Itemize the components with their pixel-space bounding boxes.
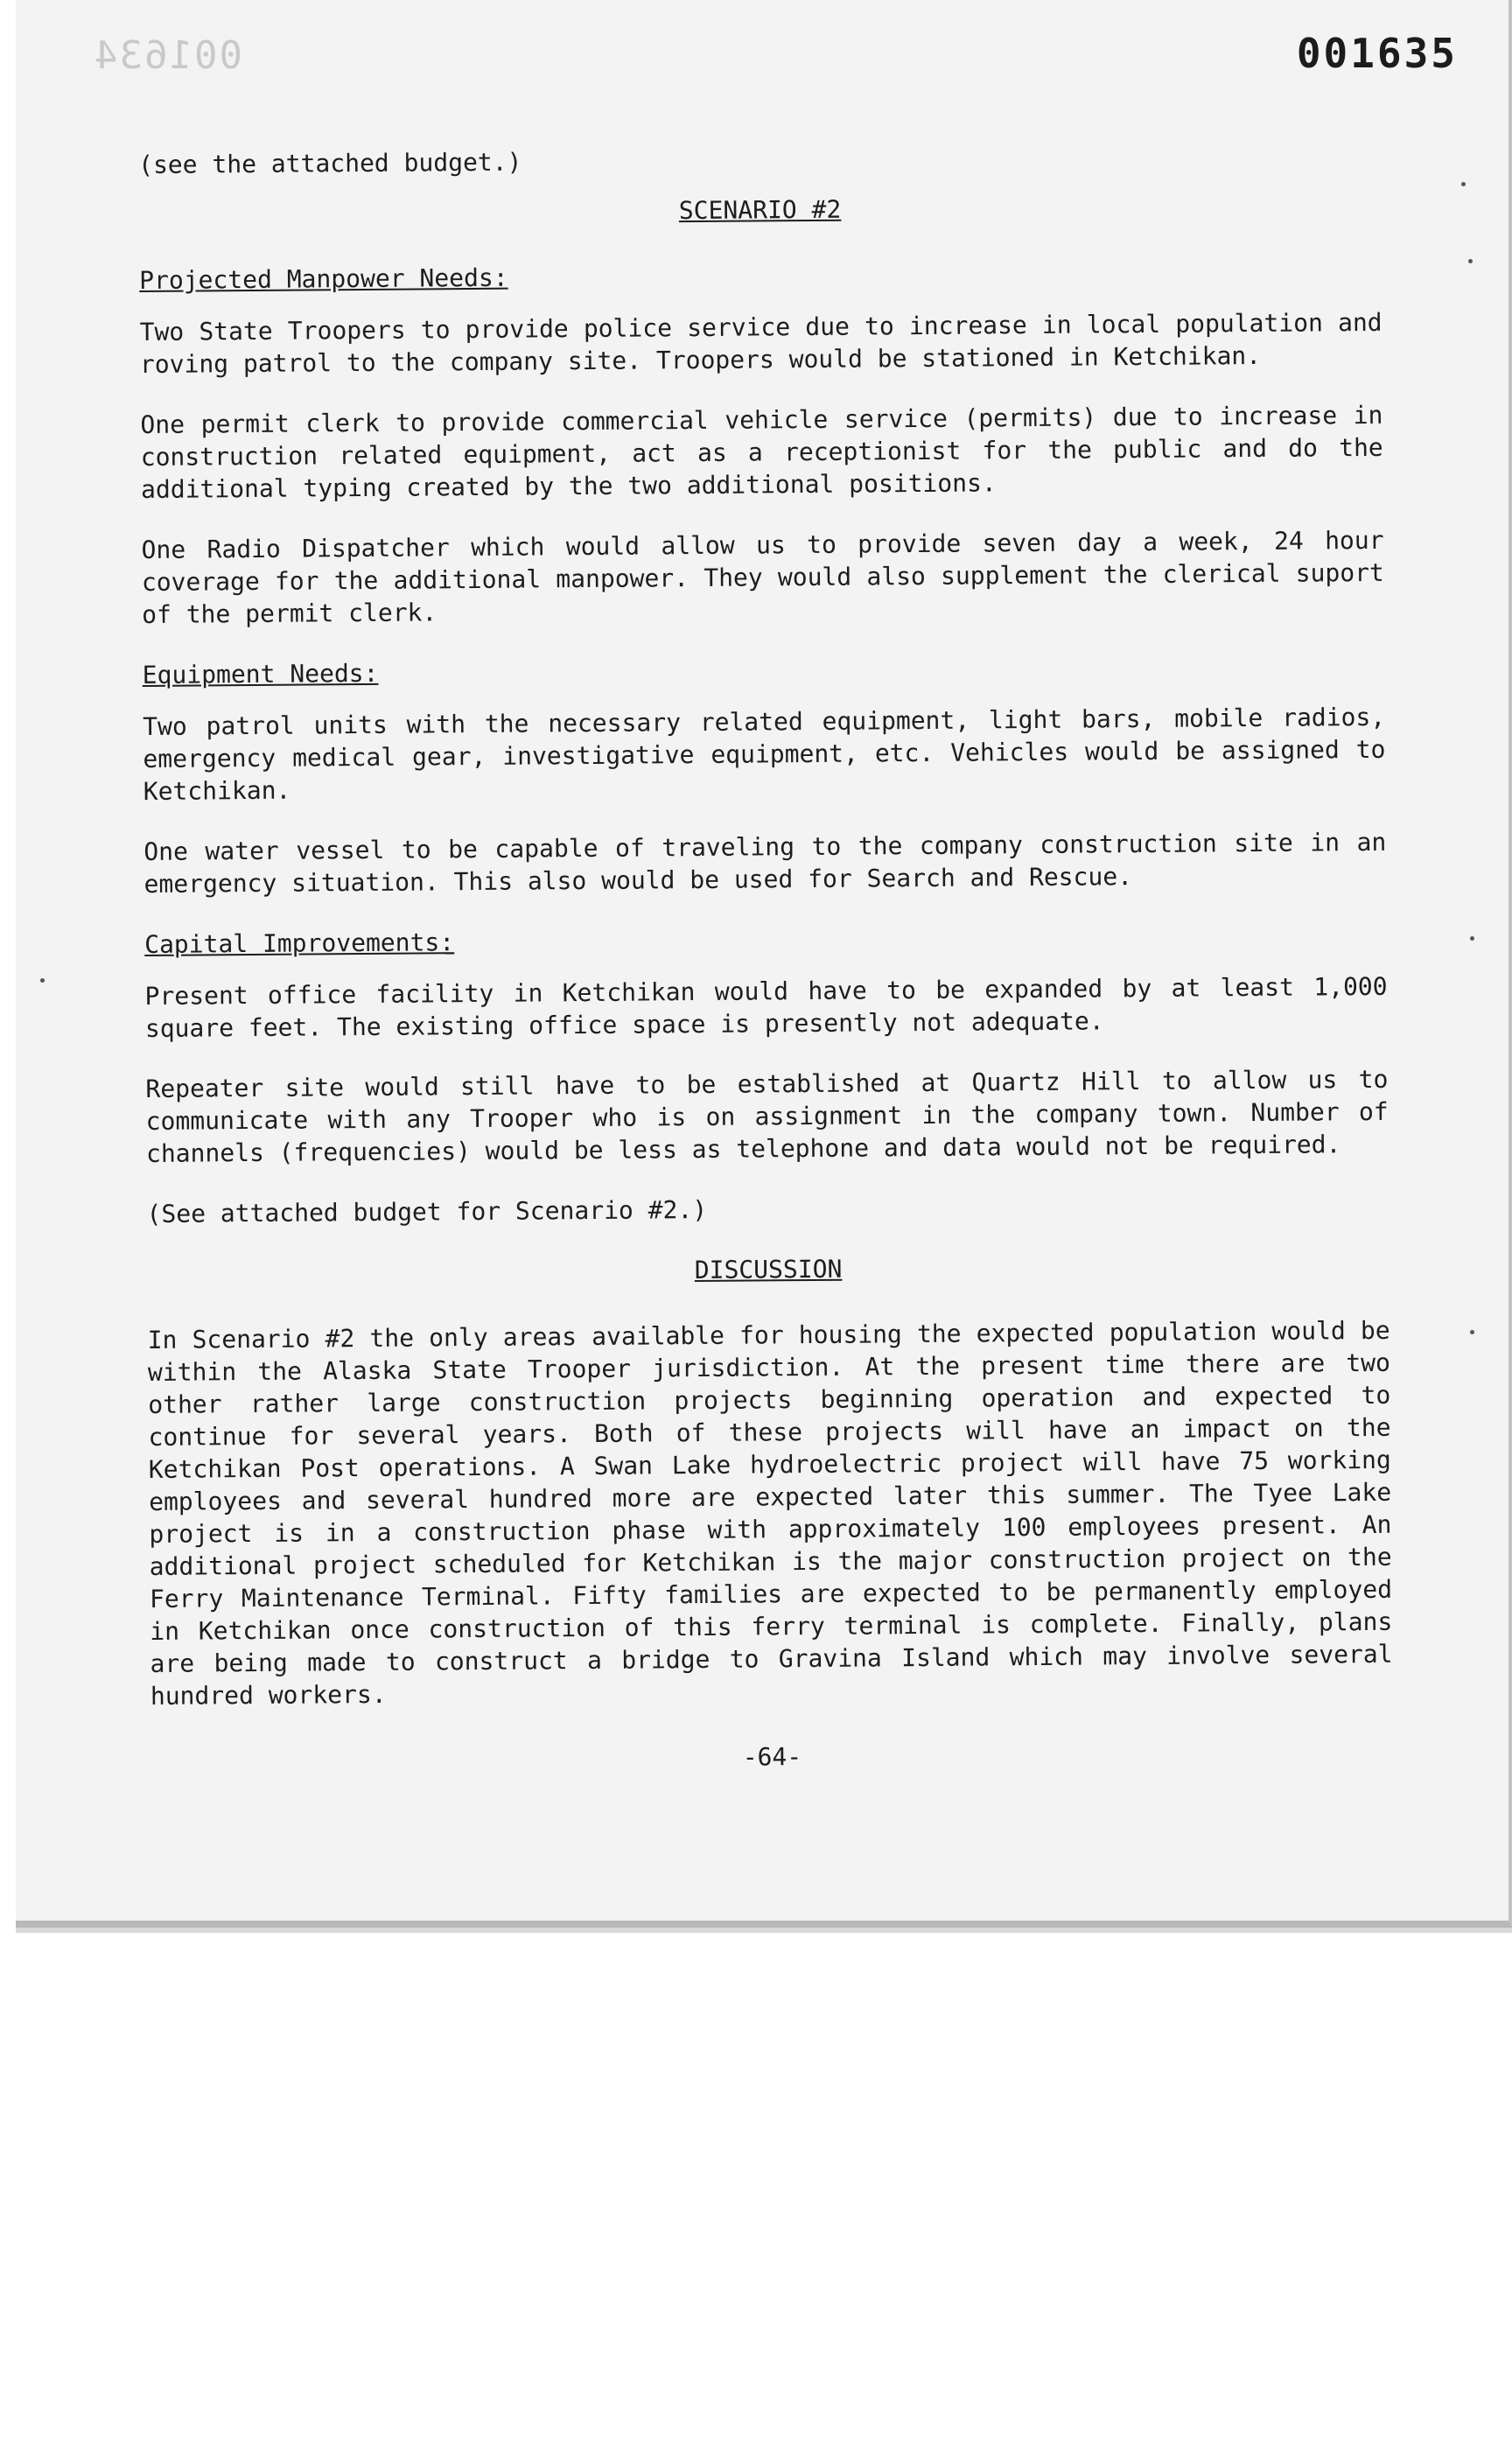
- capital-paragraph-budget-note: (See attached budget for Scenario #2.): [146, 1194, 708, 1228]
- manpower-paragraph-permit-clerk: One permit clerk to provide commercial vehicle service (permits) due to increase in construction related equipment, act as a receptionist for the public and do the additional typing created by the two additional positions.: [140, 400, 1383, 504]
- page-content: [138, 139, 1394, 1778]
- discussion-title: DISCUSSION: [694, 1254, 843, 1285]
- section-heading-capital: Capital Improvements:: [144, 928, 455, 959]
- intro-line: (see the attached budget.): [138, 147, 522, 179]
- document-number: 001635: [1296, 30, 1458, 77]
- scan-speck: [40, 978, 45, 983]
- bleed-through-document-number: 001634: [93, 33, 242, 78]
- capital-paragraph-repeater: Repeater site would still have to be established at Quartz Hill to allow us to communicate with any Trooper who is on assignment in the company town. Number of channels (frequencies) would be less as telephone and data would not be required.: [145, 1064, 1389, 1168]
- scan-speck: [1461, 182, 1466, 186]
- scan-speck: [1470, 1330, 1474, 1334]
- section-heading-equipment: Equipment Needs:: [142, 658, 379, 690]
- discussion-paragraph: In Scenario #2 the only areas available for housing the expected population would be within the Alaska State Trooper jurisdiction. At the present time there are two other rather large construction projects beginning operation and expected to continue for several years. Both of these projects will have an impact on the Ketchikan Post operations. A Swan Lake hydroelectric project will have 75 working employees and several hundred more are expected later this summer. The Tyee Lake project is in a construction phase with approximately 100 employees present. An additional project scheduled for Ketchikan is the major construction project on the Ferry Maintenance Terminal. Fifty families are expected to be permanently employed in Ketchikan once construction of this ferry terminal is complete. Finally, plans are being made to construct a bridge to Gravina Island which may involve several hundred workers.: [147, 1315, 1393, 1711]
- scenario-title: SCENARIO #2: [678, 194, 842, 226]
- scan-speck: [1470, 936, 1474, 941]
- equipment-paragraph-water-vessel: One water vessel to be capable of traveling to the company construction site in an emergency situation. This also would be used for Search and Rescue.: [144, 827, 1387, 899]
- document-page: [16, 0, 1512, 1928]
- manpower-paragraph-troopers: Two State Troopers to provide police service due to increase in local population and roving patrol to the company site. Troopers would be stationed in Ketchikan.: [139, 307, 1382, 379]
- page-number: -64-: [742, 1742, 802, 1772]
- manpower-paragraph-dispatcher: One Radio Dispatcher which would allow us to provide seven day a week, 24 hour coverage for the additional manpower. They would also supplement the clerical suport of the permit clerk.: [141, 525, 1384, 629]
- section-heading-manpower: Projected Manpower Needs:: [139, 262, 508, 295]
- equipment-paragraph-patrol-units: Two patrol units with the necessary related equipment, light bars, mobile radios, emergency medical gear, investigative equipment, etc. Vehicles would be assigned to Ketchikan.: [143, 702, 1386, 806]
- scan-speck: [1468, 259, 1473, 263]
- capital-paragraph-office: Present office facility in Ketchikan would have to be expanded by at least 1,000 square feet. The existing office space is presently not adequate.: [144, 971, 1388, 1043]
